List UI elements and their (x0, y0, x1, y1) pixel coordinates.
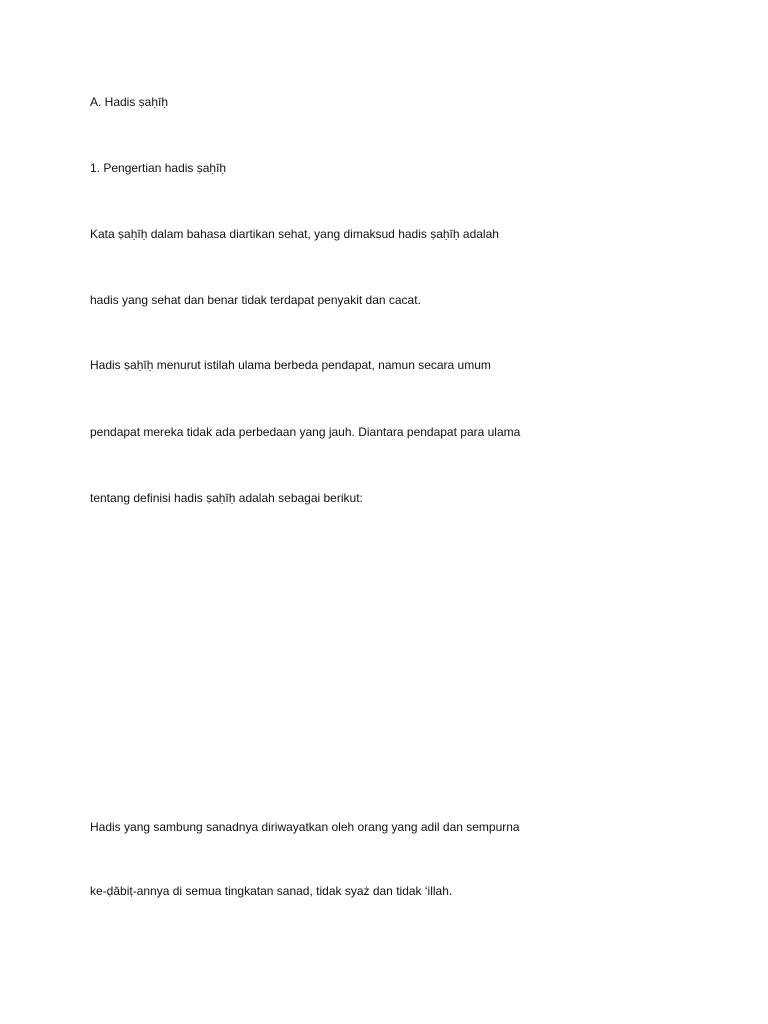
paragraph-line: hadis yang sehat dan benar tidak terdapat penyakit dan cacat. (90, 293, 421, 307)
section-heading: A. Hadis ṣaḥīḥ (90, 95, 169, 109)
definition-line: Hadis yang sambung sanadnya diriwayatkan oleh orang yang adil dan sempurna (90, 820, 520, 834)
paragraph-line: Hadis ṣaḥīḥ menurut istilah ulama berbeda pendapat, namun secara umum (90, 358, 491, 372)
subsection-heading: 1. Pengertian hadis ṣaḥīḥ (90, 161, 227, 175)
paragraph-line: tentang definisi hadis ṣaḥīḥ adalah sebagai berikut: (90, 491, 363, 505)
paragraph-line: pendapat mereka tidak ada perbedaan yang jauh. Diantara pendapat para ulama (90, 425, 521, 439)
paragraph-line: Kata ṣaḥīḥ dalam bahasa diartikan sehat, yang dimaksud hadis ṣaḥīḥ adalah (90, 227, 499, 241)
definition-line: ke-ḍābiṭ-annya di semua tingkatan sanad, tidak syaż dan tidak ‘illah. (90, 884, 453, 898)
